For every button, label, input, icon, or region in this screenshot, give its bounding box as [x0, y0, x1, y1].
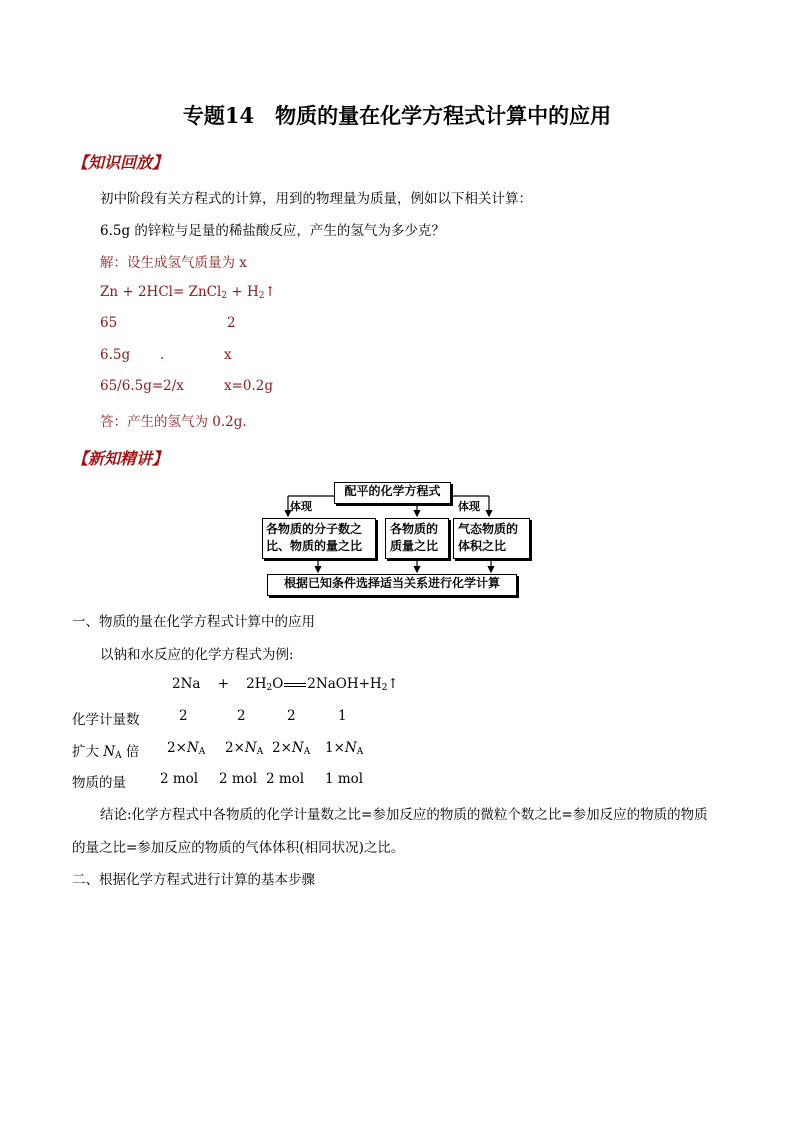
- diagram-box-molecule-ratio: 各物质的分子数之 比、物质的量之比: [262, 518, 376, 559]
- review-intro: 初中阶段有关方程式的计算，用到的物理量为质量，例如以下相关计算：: [100, 191, 532, 207]
- row-coefficient-value: 2: [237, 708, 246, 724]
- row-avogadro-label: 扩大 $N_A$ 倍: [72, 744, 140, 761]
- diagram-box-mass-ratio: 各物质的 质量之比: [385, 518, 449, 559]
- row-avogadro-value: $1\times N_A$: [325, 740, 364, 757]
- row-moles-label: 物质的量: [72, 775, 126, 791]
- part1-example-intro: 以钠和水反应的化学方程式为例:: [100, 647, 294, 663]
- row-moles-value: 2 mol: [266, 771, 305, 787]
- mass-row-2-left: 6.5g: [100, 347, 131, 363]
- review-question: 6.5g 的锌粒与足量的稀盐酸反应，产生的氢气为多少克？: [100, 223, 445, 239]
- review-heading: 【知识回放】: [72, 153, 169, 172]
- new-knowledge-heading: 【新知精讲】: [72, 449, 169, 468]
- review-answer: 答：产生的氢气为 0.2g.: [100, 414, 247, 430]
- mass-row-2-right: x: [224, 347, 232, 363]
- row-moles-value: 2 mol: [160, 771, 199, 787]
- row-avogadro-value: $2\times N_A$: [167, 740, 206, 757]
- part1-heading: 一、物质的量在化学方程式计算中的应用: [72, 614, 315, 630]
- ratio-result: x=0.2g: [224, 378, 274, 394]
- row-coefficient-value: 2: [287, 708, 296, 724]
- mass-row-1-right: 2: [227, 315, 236, 331]
- diagram-top-box: 配平的化学方程式: [334, 482, 451, 504]
- row-avogadro-value: $2\times N_A$: [225, 740, 264, 757]
- page-title: 专题14 物质的量在化学方程式计算中的应用: [182, 103, 612, 128]
- row-coefficient-value: 2: [179, 708, 188, 724]
- row-coefficient-label: 化学计量数: [72, 712, 140, 728]
- sodium-equation: 2Na + $2H_2O$ $2NaOH+H_2↑$: [172, 676, 399, 693]
- diagram-label-left: 体现: [290, 500, 312, 513]
- part2-heading: 二、根据化学方程式进行计算的基本步骤: [72, 872, 315, 888]
- mass-row-2-dot: .: [160, 347, 165, 363]
- diagram-label-right: 体现: [458, 500, 480, 513]
- diagram-box-volume-ratio: 气态物质的 体积之比: [453, 518, 530, 559]
- row-coefficient-value: 1: [338, 708, 347, 724]
- equals-sign: [284, 683, 306, 687]
- row-avogadro-value: $2\times N_A$: [272, 740, 311, 757]
- ratio-equation: 65/6.5g=2/x: [100, 378, 184, 394]
- diagram-bottom-box: 根据已知条件选择适当关系进行化学计算: [267, 574, 517, 596]
- zinc-equation: Zn + 2HCl= ZnCl$_2$ + $H_2↑$: [100, 284, 276, 301]
- row-moles-value: 2 mol: [219, 771, 258, 787]
- conclusion-line-1: 结论:化学方程式中各物质的化学计量数之比=参加反应的物质的微粒个数之比=参加反应的物质的物质: [100, 807, 708, 823]
- row-moles-value: 1 mol: [325, 771, 364, 787]
- review-solve: 解：设生成氢气质量为 x: [100, 255, 247, 271]
- mass-row-1-left: 65: [100, 315, 118, 331]
- conclusion-line-2: 的量之比=参加反应的物质的气体体积(相同状况)之比。: [72, 840, 405, 856]
